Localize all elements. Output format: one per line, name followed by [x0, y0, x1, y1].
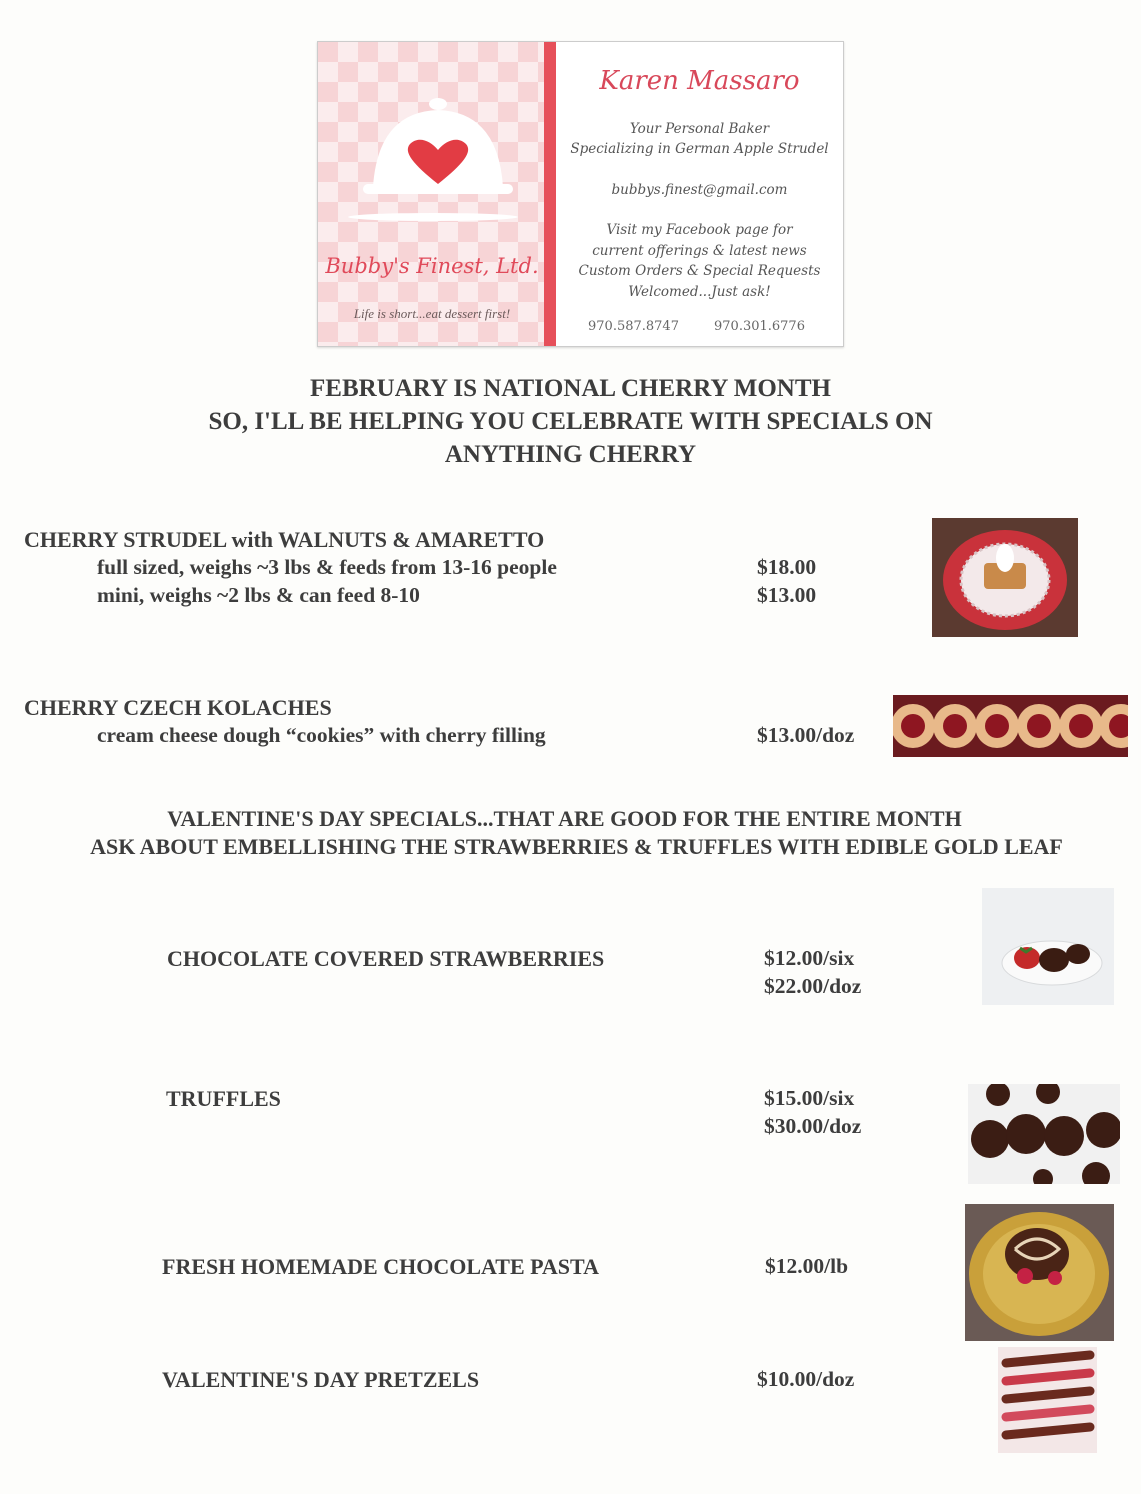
item-title: TRUFFLES — [166, 1086, 281, 1111]
card-phone-2: 970.301.6776 — [714, 319, 805, 334]
card-phone-1: 970.587.8747 — [588, 319, 679, 334]
card-line: Visit my Facebook page for — [606, 222, 793, 238]
headline-line-3: ANYTHING CHERRY — [444, 441, 697, 468]
item-detail: cream cheese dough “cookies” with cherry filling — [97, 723, 546, 747]
cherry-strudel-photo — [932, 518, 1078, 637]
item-price: $30.00/doz — [764, 1114, 862, 1138]
item-price: $18.00 — [757, 555, 817, 579]
business-card — [317, 41, 844, 347]
valentine-heading-1: VALENTINE'S DAY SPECIALS...THAT ARE GOOD FOR THE ENTIRE MONTH — [167, 806, 962, 831]
valentine-heading-2: ASK ABOUT EMBELLISHING THE STRAWBERRIES & TRUFFLES WITH EDIBLE GOLD LEAF — [90, 834, 1063, 859]
item-price: $12.00/six — [764, 946, 855, 970]
item-detail: full sized, weighs ~3 lbs & feeds from 13-16 people — [97, 555, 557, 579]
item-title: CHERRY CZECH KOLACHES — [24, 695, 332, 720]
kolaches-photo — [893, 695, 1128, 757]
item-title: FRESH HOMEMADE CHOCOLATE PASTA — [162, 1254, 599, 1279]
item-price: $10.00/doz — [757, 1367, 855, 1391]
card-motto: Life is short...eat dessert first! — [353, 306, 511, 321]
card-scalloped-edge — [544, 42, 556, 346]
item-title: CHOCOLATE COVERED STRAWBERRIES — [167, 946, 605, 971]
truffles-photo — [968, 1084, 1120, 1184]
item-price: $15.00/six — [764, 1086, 855, 1110]
item-price: $13.00/doz — [757, 723, 855, 747]
card-line: current offerings & latest news — [592, 243, 807, 259]
item-title: CHERRY STRUDEL with WALNUTS & AMARETTO — [24, 527, 545, 552]
card-contact-panel — [556, 42, 843, 346]
chocolate-pasta-photo — [965, 1204, 1114, 1341]
card-brand: Bubby's Finest, Ltd. — [325, 254, 539, 278]
item-price: $12.00/lb — [765, 1254, 849, 1278]
card-line: Your Personal Baker — [629, 121, 770, 137]
item-title: VALENTINE'S DAY PRETZELS — [162, 1367, 480, 1392]
pretzels-photo — [998, 1347, 1097, 1453]
cloche-icon — [338, 92, 528, 222]
card-line: Custom Orders & Special Requests — [578, 263, 821, 279]
card-line: Specializing in German Apple Strudel — [570, 141, 829, 157]
item-detail: mini, weighs ~2 lbs & can feed 8-10 — [97, 583, 420, 607]
headline-line-2: SO, I'LL BE HELPING YOU CELEBRATE WITH SPECIALS ON — [208, 408, 933, 435]
item-price: $22.00/doz — [764, 974, 862, 998]
card-gingham-panel — [318, 42, 546, 346]
strawberries-photo — [982, 888, 1114, 1005]
headline-line-1: FEBRUARY IS NATIONAL CHERRY MONTH — [310, 375, 831, 402]
card-owner-name: Karen Massaro — [599, 66, 800, 96]
card-email: bubbys.finest@gmail.com — [611, 182, 788, 198]
item-price: $13.00 — [757, 583, 817, 607]
card-line: Welcomed...Just ask! — [628, 284, 771, 300]
